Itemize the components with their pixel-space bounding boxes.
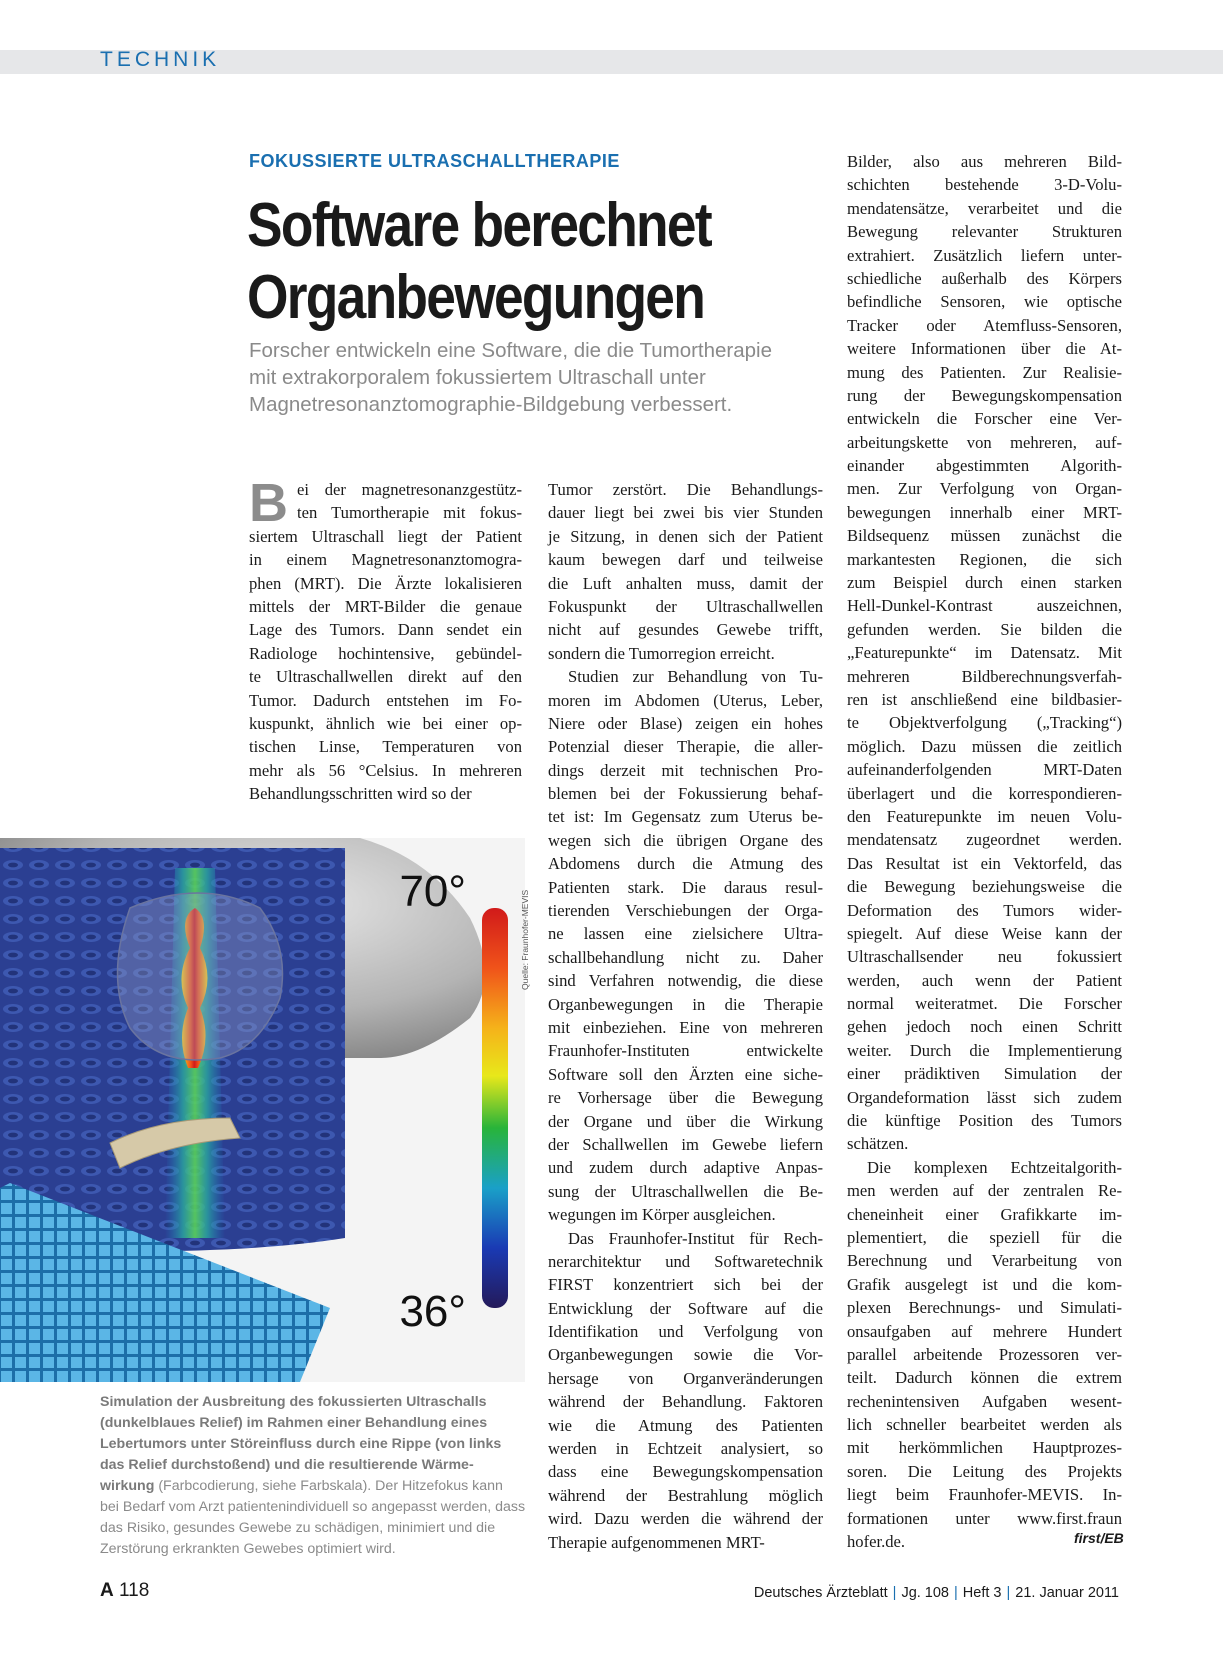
journal-issue: Heft 3	[962, 1585, 1002, 1601]
tumor-outline	[118, 893, 283, 1060]
journal-info: Deutsches Ärzteblatt | Jg. 108 | Heft 3 | 21. Januar 2011	[753, 1585, 1119, 1601]
text-line: „Featurepunkte“ im Datensatz. Mit	[847, 643, 1122, 663]
text-line: plementiert, die speziell für die	[847, 1227, 1122, 1247]
text-line: Bildsequenz müssen zunächst die	[847, 526, 1122, 546]
text-line: tierenden Verschiebungen der Orga-	[548, 901, 823, 921]
text-line: te Objektverfolgung („Tracking“)	[847, 713, 1122, 733]
text-line: weiter. Durch die Implementierung	[847, 1040, 1122, 1060]
lead-line: Magnetresonanztomographie-Bildgebung verbessert.	[249, 393, 733, 416]
page-prefix: A	[100, 1580, 114, 1601]
text-line: Tumor zerstört. Die Behandlungs-	[548, 480, 823, 499]
text-line: soren. Die Leitung des Projekts	[847, 1461, 1122, 1481]
text-line: werden, auch wenn der Patient	[847, 970, 1122, 990]
simulation-figure	[0, 838, 525, 1382]
text-line: bewegungen innerhalb einer MRT-	[847, 502, 1122, 522]
text-column-1	[249, 473, 522, 805]
text-line: mit herkömmlichen Hauptprozes-	[847, 1438, 1122, 1458]
caption-line: bei Bedarf vom Arzt patientenindividuell so angepasst werden, dass	[100, 1499, 526, 1515]
temp-max-label: 70°	[399, 867, 466, 916]
text-line: sung der Ultraschallwellen die Be-	[548, 1181, 823, 1201]
lead-line: mit extrakorporalem fokussiertem Ultraschall unter	[249, 366, 706, 389]
text-line: nicht auf gesundes Gewebe trifft,	[548, 620, 823, 640]
text-line: Tumor. Dadurch entstehen im Fo-	[249, 690, 522, 710]
headline-line: Organbewegungen	[247, 263, 705, 332]
text-line: weitere Informationen über die At-	[847, 339, 1122, 359]
figure-caption	[100, 1392, 526, 1560]
text-line: dass eine Bewegungskompensation	[548, 1462, 823, 1482]
text-line: Therapie aufgenommenen MRT-	[548, 1532, 765, 1552]
text-line: die Bewegung beziehungsweise die	[847, 877, 1122, 897]
journal-volume: Jg. 108	[901, 1585, 950, 1601]
text-line: mung des Patienten. Zur Realisie-	[847, 362, 1122, 382]
text-line: phen (MRT). Die Ärzte lokalisieren	[249, 573, 522, 593]
text-line: hofer.de.	[847, 1532, 906, 1552]
text-line: Das Fraunhofer-Institut für Rech-	[568, 1228, 823, 1248]
text-line: Tracker oder Atemfluss-Sensoren,	[847, 315, 1122, 335]
text-line: sondern die Tumorregion erreicht.	[548, 643, 775, 663]
text-line: wie die Atmung des Patienten	[548, 1415, 823, 1435]
temperature-colorbar	[482, 908, 508, 1308]
text-line: schiedliche außerhalb des Körpers	[847, 268, 1122, 288]
image-source: Quelle: Fraunhofer-MEVIS	[520, 889, 530, 990]
text-line: rung der Bewegungskompensation	[847, 385, 1122, 405]
text-line: mehr als 56 °Celsius. In mehreren	[249, 760, 522, 780]
text-line: tischen Linse, Temperaturen von	[249, 737, 522, 757]
text-line: werden in Echtzeit analysiert, so	[548, 1439, 823, 1459]
text-line: lich schneller bearbeitet werden als	[847, 1415, 1122, 1435]
text-line: überlagert und die korrespondieren-	[847, 783, 1122, 803]
text-line: dauer liegt bei zwei bis vier Stunden	[548, 503, 823, 523]
text-line: men werden auf der zentralen Re-	[847, 1181, 1122, 1201]
text-line: Die komplexen Echtzeitalgorith-	[867, 1157, 1122, 1177]
drop-cap: B	[249, 473, 288, 533]
text-line: ne lassen eine zielsichere Ultra-	[548, 924, 823, 944]
text-line: ei der magnetresonanzgestütz-	[297, 480, 522, 499]
text-line: einander abgestimmten Algorith-	[847, 456, 1122, 476]
text-line: tet ist: Im Gegensatz zum Uterus be-	[548, 807, 823, 827]
text-line: kaum bewegen darf und teilweise	[548, 550, 823, 570]
text-line: wegungen im Körper ausgleichen.	[548, 1205, 776, 1225]
text-line: blemen bei der Fokussierung behaf-	[548, 784, 823, 804]
article-kicker: FOKUSSIERTE ULTRASCHALLTHERAPIE	[249, 151, 620, 171]
text-line: Entwicklung der Software auf die	[548, 1298, 823, 1318]
text-line: Deformation des Tumors wider-	[847, 900, 1122, 920]
text-line: schichten bestehende 3-D-Volu-	[847, 175, 1122, 195]
text-line: Grafik ausgelegt ist und die kom-	[847, 1274, 1122, 1294]
text-line: extrahiert. Zusätzlich liefern unter-	[847, 245, 1122, 265]
temp-min-label: 36°	[399, 1287, 466, 1336]
text-line: gehen jedoch noch einen Schritt	[847, 1017, 1122, 1037]
text-line: den Featurepunkte im neuen Volu-	[847, 806, 1122, 826]
text-line: und zudem durch adaptive Anpas-	[548, 1158, 823, 1178]
caption-bold-line: (dunkelblaues Relief) im Rahmen einer Behandlung eines	[100, 1415, 488, 1431]
text-line: Abdomens durch die Atmung des	[548, 854, 823, 874]
text-line: gefunden werden. Sie bilden die	[847, 619, 1122, 639]
text-line: men. Zur Verfolgung von Organ-	[847, 479, 1122, 499]
text-line: Fraunhofer-Instituten entwickelte	[548, 1041, 823, 1061]
text-line: Patienten stark. Die daraus resul-	[548, 877, 823, 897]
text-line: Organbewegungen sowie die Vor-	[548, 1345, 823, 1365]
text-line: nerarchitektur und Softwaretechnik	[548, 1251, 823, 1271]
text-line: wegen sich die übrigen Organe des	[548, 830, 823, 850]
author-signature: first/EB	[1074, 1530, 1124, 1546]
text-line: Radiologe hochintensive, gebündel-	[249, 643, 522, 663]
caption-line: Zerstörung erkrankten Gewebes optimiert wird.	[100, 1541, 396, 1557]
text-column-2	[548, 478, 823, 1554]
text-line: Behandlungsschritten wird so der	[249, 784, 472, 804]
text-line: markantesten Regionen, die sich	[847, 549, 1122, 569]
text-line: plexen Berechnungs- und Simulati-	[847, 1298, 1122, 1318]
text-line: Studien zur Behandlung von Tu-	[568, 667, 823, 687]
text-line: Bewegung relevanter Strukturen	[847, 222, 1122, 242]
text-line: Software soll den Ärzten eine siche-	[548, 1064, 823, 1084]
simulation-illustration	[0, 838, 525, 1382]
page-number-value: 118	[119, 1580, 150, 1601]
article-lead	[249, 337, 829, 418]
text-line: in einem Magnetresonanztomogra-	[249, 550, 522, 570]
text-column-3	[847, 150, 1122, 1553]
text-line: befindliche Sensoren, wie optische	[847, 292, 1122, 312]
text-line: Fokuspunkt der Ultraschallwellen	[548, 596, 823, 616]
text-line: die Luft anhalten muss, damit der	[548, 573, 823, 593]
text-line: mittels der MRT-Bilder die genaue	[249, 596, 522, 616]
text-line: Identifikation und Verfolgung von	[548, 1322, 823, 1342]
text-line: Bilder, also aus mehreren Bild-	[847, 152, 1122, 171]
caption-bold-tail: wirkung	[100, 1478, 155, 1494]
text-line: Das Resultat ist ein Vektorfeld, das	[847, 853, 1122, 873]
text-line: Hell-Dunkel-Kontrast auszeichnen,	[847, 596, 1122, 616]
text-line: onsaufgaben auf mehrere Hundert	[847, 1321, 1122, 1341]
journal-name: Deutsches Ärzteblatt	[753, 1585, 888, 1601]
text-line: der Organe und über die Wirkung	[548, 1111, 823, 1131]
text-line: mit einbeziehen. Eine von mehreren	[548, 1017, 823, 1037]
text-line: te Ultraschallwellen direkt auf den	[249, 667, 522, 687]
text-line: mendatensatz zugeordnet werden.	[847, 830, 1122, 850]
caption-bold-line: Lebertumors unter Störeinfluss durch eine Rippe (von links	[100, 1436, 502, 1452]
text-line: Berechnung und Verarbeitung von	[847, 1251, 1122, 1271]
text-line: sind Verfahren notwendig, die diese	[548, 971, 823, 991]
text-line: wird. Dazu werden die während der	[548, 1509, 823, 1529]
text-line: Potenzial dieser Therapie, die aller-	[548, 737, 823, 757]
text-line: der Schallwellen im Gewebe liefern	[548, 1134, 823, 1154]
headline-line: Software berechnet	[247, 191, 711, 260]
journal-date: 21. Januar 2011	[1015, 1585, 1119, 1601]
text-line: zum Beispiel durch einen starken	[847, 573, 1122, 593]
text-line: Lage des Tumors. Dann sendet ein	[249, 620, 522, 640]
text-line: arbeitungskette von mehreren, auf-	[847, 432, 1122, 452]
text-line: aufeinanderfolgenden MRT-Daten	[847, 760, 1122, 780]
article-headline	[247, 190, 746, 334]
text-line: Organdeformation lässt sich zudem	[847, 1087, 1122, 1107]
text-line: die künftige Position des Tumors	[847, 1111, 1122, 1131]
text-line: mendatensätze, verarbeitet und die	[847, 198, 1122, 218]
text-line: Organbewegungen in die Therapie	[548, 994, 823, 1014]
text-line: normal weiteratmet. Die Forscher	[847, 994, 1122, 1014]
caption-bold-line: Simulation der Ausbreitung des fokussierten Ultraschalls	[100, 1394, 487, 1410]
text-line: formationen unter www.first.fraun	[847, 1508, 1122, 1528]
text-line: ten Tumortherapie mit fokus-	[297, 503, 522, 523]
text-line: einer prädiktiven Simulation der	[847, 1064, 1122, 1084]
caption-line: das Risiko, gesundes Gewebe zu schädigen, minimiert und die	[100, 1520, 496, 1536]
text-line: teilt. Dadurch können die extrem	[847, 1368, 1122, 1388]
text-line: moren im Abdomen (Uterus, Leber,	[548, 690, 823, 710]
page-number	[100, 1580, 149, 1602]
text-line: während der Behandlung. Faktoren	[548, 1392, 823, 1412]
lead-line: Forscher entwickeln eine Software, die die Tumortherapie	[249, 339, 773, 362]
text-line: rechenintensiven Aufgaben wesent-	[847, 1391, 1122, 1411]
section-label: TECHNIK	[100, 48, 221, 71]
caption-normal-tail: (Farbcodierung, siehe Farbskala). Der Hitzefokus kann	[154, 1478, 503, 1494]
text-line: schallbehandlung nicht zu. Daher	[548, 947, 823, 967]
text-line: cheneinheit einer Grafikkarte im-	[847, 1204, 1122, 1224]
text-line: parallel arbeitende Prozessoren ver-	[847, 1344, 1122, 1364]
text-line: Niere oder Blase) zeigen ein hohes	[548, 713, 823, 733]
text-line: kuspunkt, ähnlich wie bei einer op-	[249, 713, 522, 733]
text-line: FIRST konzentriert sich bei der	[548, 1275, 823, 1295]
text-line: dings derzeit mit technischen Pro-	[548, 760, 823, 780]
text-line: ren ist anschließend eine bildbasier-	[847, 689, 1122, 709]
text-line: re Vorhersage über die Bewegung	[548, 1088, 823, 1108]
caption-bold-line: das Relief durchstoßend) und die resultierende Wärme-	[100, 1457, 474, 1473]
text-line: während der Bestrahlung möglich	[548, 1485, 823, 1505]
text-line: siertem Ultraschall liegt der Patient	[249, 526, 522, 546]
text-line: je Sitzung, in denen sich der Patient	[548, 526, 823, 546]
text-line: Ultraschallsender neu fokussiert	[847, 947, 1122, 967]
text-line: hersage von Organveränderungen	[548, 1368, 823, 1388]
text-line: liegt beim Fraunhofer-MEVIS. In-	[847, 1485, 1122, 1505]
text-line: mehreren Bildberechnungsverfah-	[847, 666, 1122, 686]
text-line: entwickeln die Forscher eine Ver-	[847, 409, 1122, 429]
text-line: schätzen.	[847, 1134, 909, 1154]
text-line: möglich. Dazu müssen die zeitlich	[847, 736, 1122, 756]
text-line: spiegelt. Auf diese Weise kann der	[847, 923, 1122, 943]
